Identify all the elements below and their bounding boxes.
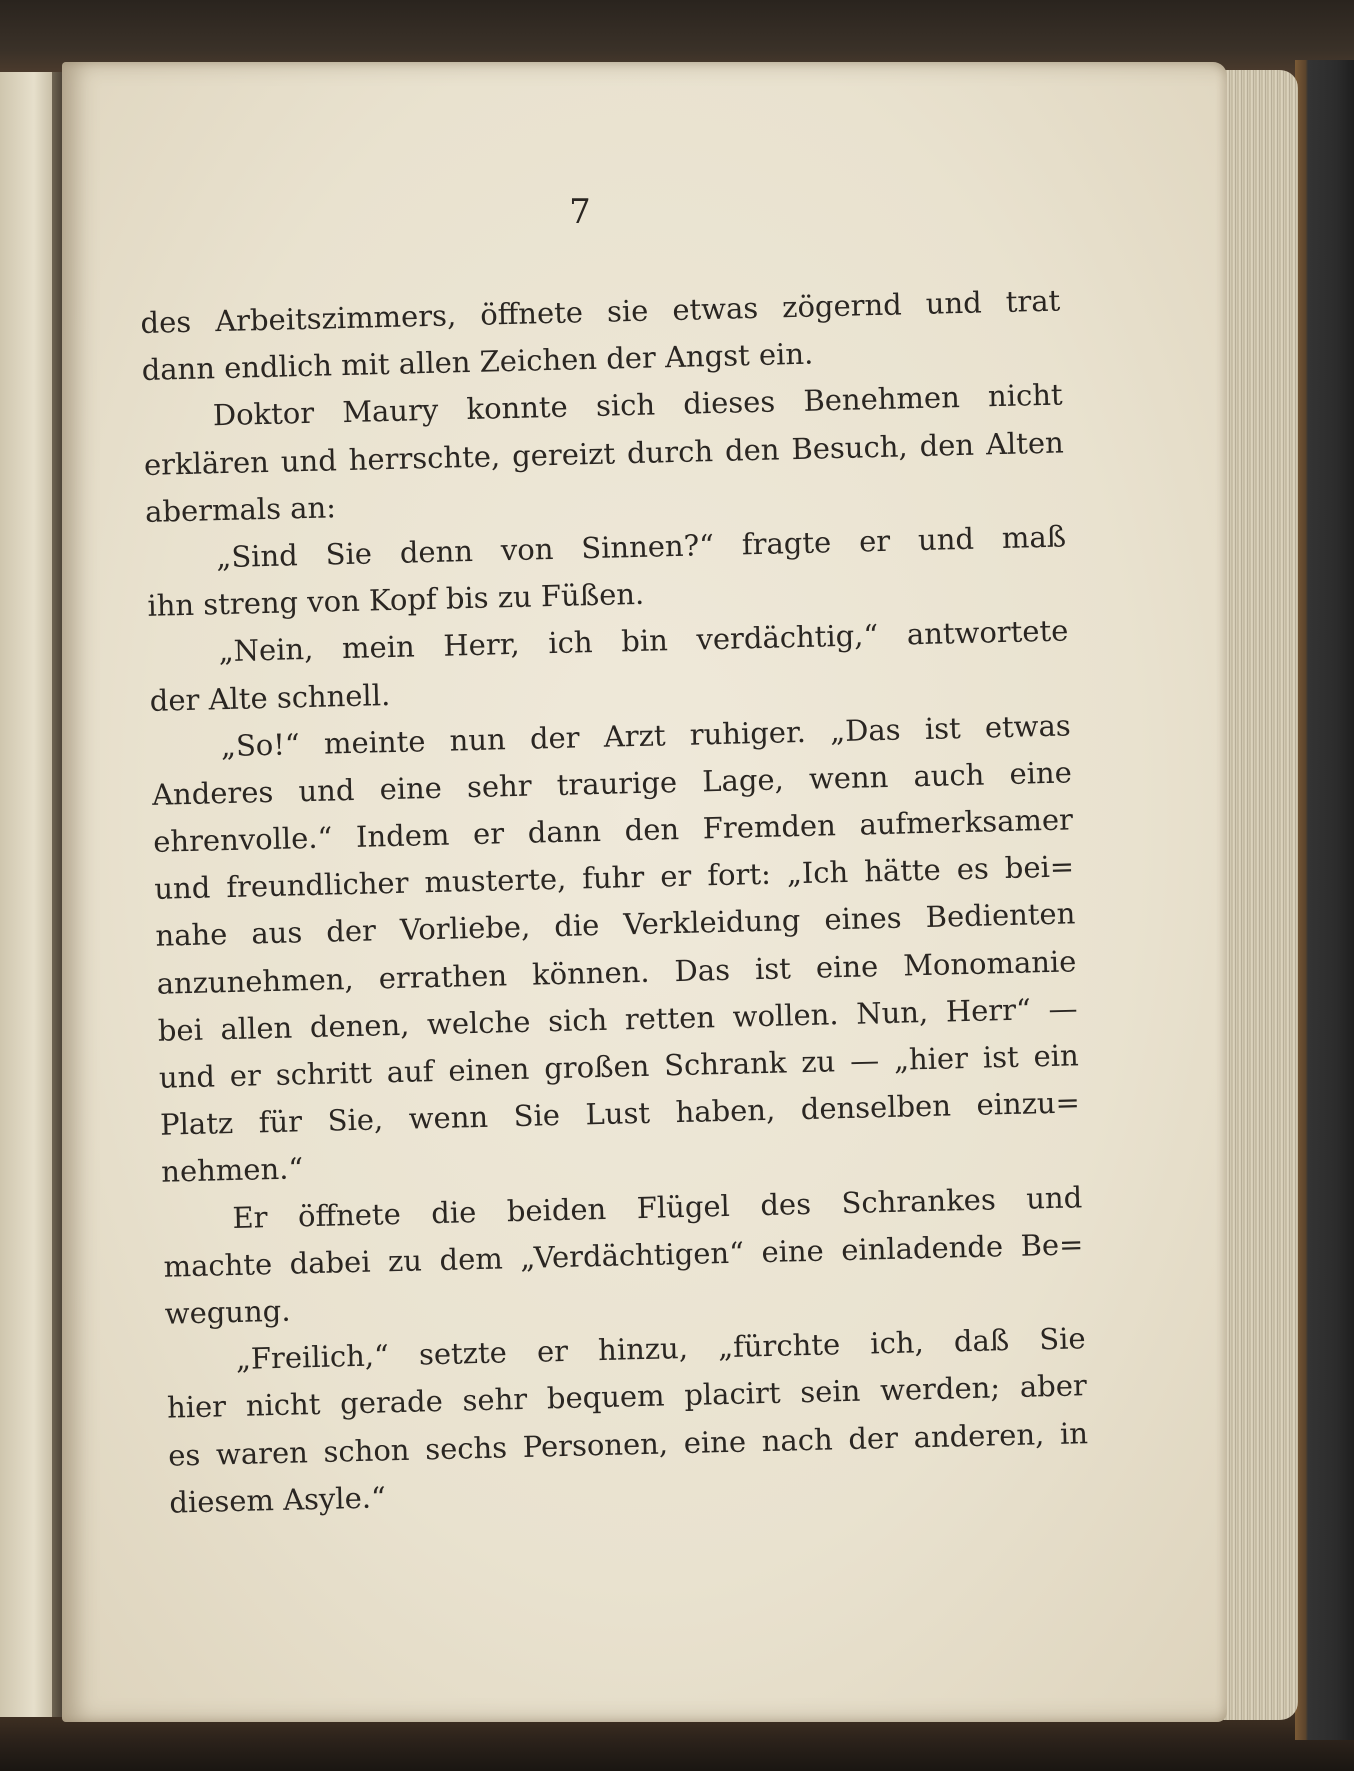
- text-line: abermals an:: [144, 490, 337, 529]
- word: der: [529, 720, 580, 756]
- word: eine: [761, 1233, 825, 1269]
- word: Arbeitszimmers,: [214, 298, 457, 339]
- word: Benehmen: [803, 380, 961, 419]
- word: hätte: [863, 852, 942, 889]
- word: Bedienten: [925, 896, 1076, 935]
- word: fort:: [706, 857, 772, 893]
- word: sie: [606, 293, 649, 329]
- word: den: [919, 427, 975, 463]
- word: ich,: [869, 1325, 925, 1361]
- word: Arzt: [603, 717, 666, 754]
- word: in: [1059, 1415, 1089, 1451]
- word: hier: [166, 1389, 227, 1425]
- page-edges: [1218, 70, 1298, 1720]
- word: allen: [220, 1010, 293, 1047]
- word: denselben: [800, 1088, 952, 1127]
- word: ich: [547, 625, 593, 661]
- word: Sinnen?“: [580, 527, 715, 566]
- word: „So!“: [220, 726, 301, 763]
- word: er: [229, 1058, 262, 1094]
- word: Platz: [159, 1106, 234, 1142]
- word: Personen,: [522, 1425, 669, 1464]
- word: Das: [674, 952, 731, 988]
- word: ehrenvolle.“: [152, 820, 333, 859]
- word: einen: [447, 1051, 530, 1088]
- word: Sie,: [327, 1102, 384, 1138]
- word: „Freilich,“: [235, 1338, 390, 1377]
- text-line: dann endlich mit allen Zeichen der Angst ein.: [141, 336, 814, 388]
- word: wollen.: [732, 996, 839, 1034]
- word: sein: [799, 1374, 861, 1410]
- word: Nun,: [855, 994, 929, 1031]
- word: Maury: [341, 393, 439, 430]
- word: zu: [800, 1044, 836, 1080]
- word: den: [724, 431, 780, 468]
- word: musterte,: [424, 862, 567, 900]
- word: dabei: [289, 1244, 371, 1281]
- word: dem: [439, 1241, 504, 1277]
- word: erklären: [143, 444, 270, 482]
- word: ein: [1033, 1038, 1080, 1074]
- book-cover-spine-right: [1295, 60, 1354, 1740]
- word: bin: [620, 623, 669, 659]
- word: öffnete: [479, 295, 584, 332]
- word: Sie: [513, 1098, 561, 1134]
- word: aus: [250, 915, 303, 951]
- word: etwas: [671, 290, 759, 327]
- word: retten: [624, 999, 716, 1037]
- word: anzunehmen,: [156, 961, 355, 1001]
- word: Monomanie: [902, 943, 1077, 983]
- word: hinzu,: [597, 1331, 689, 1368]
- word: er: [536, 1333, 569, 1369]
- word: Schrankes: [841, 1181, 997, 1220]
- word: nach: [761, 1421, 834, 1458]
- word: verdächtig,“: [696, 618, 879, 657]
- word: Verkleidung: [622, 903, 801, 942]
- word: ruhiger.: [689, 714, 807, 752]
- word: sich: [547, 1002, 608, 1039]
- page-text: [140, 278, 1090, 1527]
- word: Sie: [325, 536, 373, 572]
- word: machte: [163, 1246, 273, 1284]
- word: denn: [399, 533, 474, 570]
- word: Herr“: [945, 992, 1032, 1029]
- word: des: [140, 304, 192, 340]
- word: „fürchte: [717, 1327, 841, 1365]
- word: traurige: [556, 764, 678, 802]
- word: er: [472, 816, 505, 852]
- word: Alten: [985, 425, 1065, 461]
- word: aufmerksamer: [859, 802, 1074, 842]
- word: der: [847, 1420, 899, 1456]
- word: bei=: [1004, 849, 1075, 886]
- word: schritt: [275, 1055, 373, 1092]
- word: errathen: [378, 957, 508, 995]
- word: einladende: [840, 1228, 1004, 1267]
- word: und: [917, 521, 975, 557]
- word: daß: [953, 1323, 1010, 1359]
- word: Fremden: [702, 808, 837, 846]
- word: Flügel: [636, 1188, 731, 1225]
- word: Be=: [1020, 1226, 1084, 1263]
- word: antwortete: [906, 613, 1069, 652]
- word: nicht: [245, 1387, 321, 1424]
- word: waren: [215, 1434, 309, 1471]
- word: es: [167, 1437, 201, 1473]
- word: eine: [379, 770, 443, 807]
- word: sechs: [424, 1429, 508, 1466]
- word: sehr: [466, 768, 533, 805]
- word: die: [430, 1194, 477, 1230]
- word: Lage,: [701, 762, 785, 799]
- word: welche: [426, 1004, 531, 1042]
- word: durch: [626, 433, 714, 470]
- word: wenn: [808, 759, 889, 796]
- word: schon: [323, 1432, 410, 1469]
- word: zu: [387, 1243, 423, 1278]
- word: und: [280, 442, 338, 479]
- word: „hier: [893, 1041, 969, 1077]
- word: und: [153, 870, 211, 907]
- word: Herr,: [442, 627, 521, 663]
- word: herrschte,: [348, 438, 501, 477]
- word: sich: [595, 387, 656, 424]
- word: Indem: [355, 817, 450, 854]
- word: fragte: [741, 525, 832, 562]
- word: denen,: [309, 1007, 410, 1044]
- word: aber: [1019, 1368, 1088, 1405]
- word: gerade: [339, 1384, 444, 1421]
- word: öffnete: [297, 1196, 402, 1233]
- word: des: [759, 1186, 812, 1222]
- word: von: [500, 531, 554, 568]
- word: und: [158, 1059, 216, 1095]
- word: eine: [815, 948, 879, 985]
- word: „Ich: [786, 855, 849, 891]
- word: etwas: [984, 708, 1072, 745]
- word: er: [659, 858, 692, 894]
- word: gereizt: [511, 436, 616, 473]
- word: anderen,: [913, 1416, 1045, 1454]
- word: „Sind: [215, 538, 299, 575]
- word: nicht: [987, 377, 1063, 414]
- word: Er: [232, 1199, 268, 1235]
- word: ist: [982, 1039, 1020, 1075]
- word: fuhr: [581, 860, 645, 896]
- word: Besuch,: [791, 428, 908, 466]
- word: mein: [341, 629, 416, 666]
- word: dieses: [682, 384, 776, 422]
- word: Schrank: [663, 1045, 787, 1083]
- word: dann: [527, 813, 602, 850]
- text-line: nehmen.“: [160, 1151, 304, 1190]
- word: können.: [531, 954, 650, 992]
- word: wenn: [408, 1099, 489, 1136]
- word: den: [624, 812, 680, 848]
- word: für: [258, 1104, 303, 1140]
- word: haben,: [675, 1092, 776, 1130]
- word: maß: [1001, 519, 1067, 555]
- word: der: [325, 913, 377, 950]
- word: ist: [754, 950, 792, 986]
- word: und: [298, 772, 355, 809]
- word: trat: [1005, 283, 1061, 319]
- word: —: [1048, 991, 1078, 1026]
- word: „Nein,: [218, 632, 314, 669]
- word: er: [858, 523, 891, 559]
- word: zögernd: [781, 287, 903, 325]
- word: Vorliebe,: [399, 910, 531, 948]
- word: Doktor: [212, 396, 315, 433]
- word: freundlicher: [225, 865, 409, 905]
- word: eine: [1009, 755, 1073, 791]
- word: die: [553, 908, 600, 944]
- word: sehr: [462, 1382, 528, 1418]
- word: beiden: [506, 1191, 607, 1228]
- word: Lust: [585, 1095, 651, 1132]
- word: nun: [449, 721, 507, 758]
- word: bei: [157, 1012, 204, 1048]
- word: eines: [824, 901, 903, 937]
- word: und: [925, 285, 983, 321]
- word: „Verdächtigen“: [519, 1235, 745, 1275]
- word: „Das: [829, 712, 901, 748]
- word: ist: [924, 710, 962, 746]
- text-line: ihn streng von Kopf bis zu Füßen.: [147, 576, 645, 624]
- word: Sie: [1038, 1321, 1087, 1357]
- word: und: [1025, 1179, 1083, 1216]
- page-number: 7: [569, 192, 591, 232]
- word: auf: [386, 1054, 434, 1090]
- word: auch: [913, 757, 985, 794]
- text-line: wegung.: [164, 1293, 291, 1331]
- word: einzu=: [976, 1085, 1081, 1122]
- text-line: diesem Asyle.“: [168, 1480, 387, 1520]
- word: Anderes: [151, 774, 274, 812]
- text-line: der Alte schnell.: [149, 677, 391, 718]
- word: es: [956, 851, 990, 887]
- word: werden;: [879, 1370, 1001, 1408]
- word: placirt: [683, 1375, 781, 1413]
- word: meinte: [323, 723, 426, 761]
- word: großen: [543, 1048, 650, 1086]
- word: setzte: [418, 1335, 508, 1372]
- word: —: [849, 1043, 880, 1078]
- word: konnte: [466, 389, 569, 427]
- word: nahe: [155, 917, 228, 954]
- word: eine: [683, 1424, 747, 1460]
- word: bequem: [546, 1378, 665, 1416]
